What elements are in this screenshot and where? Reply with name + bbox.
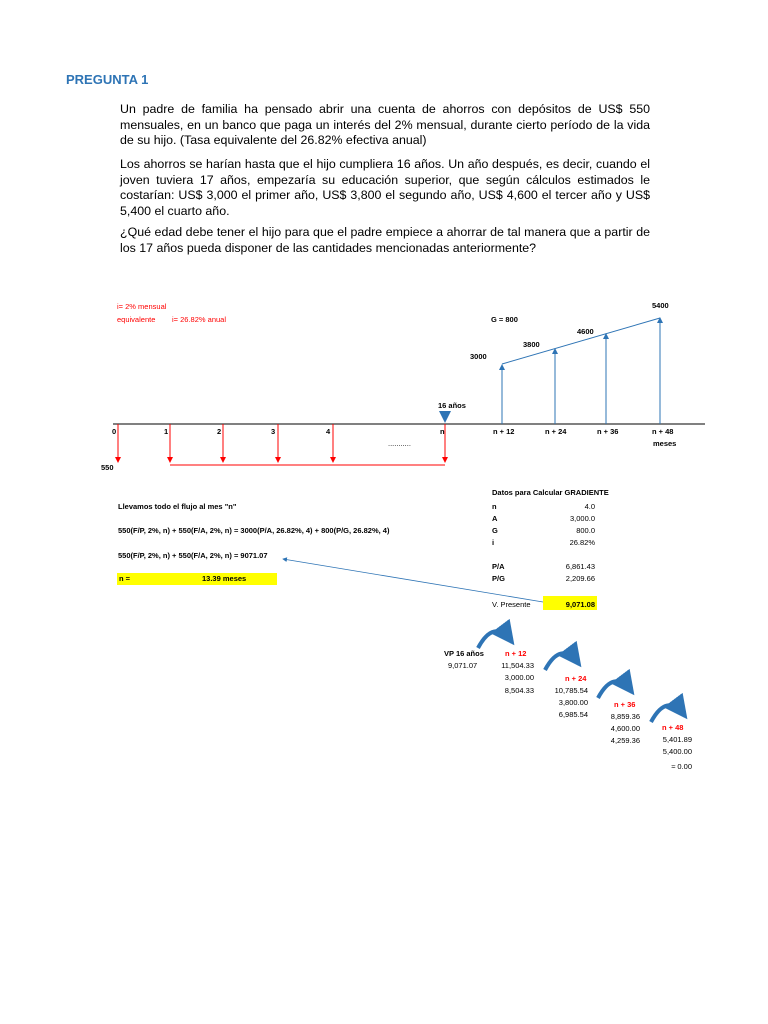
- step-4-value-b: 5,400.00: [662, 747, 692, 756]
- tick-2: 2: [217, 427, 222, 436]
- step-3-value-b: 4,600.00: [610, 724, 640, 733]
- tick-n48: n + 48: [652, 427, 674, 436]
- vp-label: VP 16 años: [444, 649, 484, 658]
- rate-annual: i= 26.82% anual: [172, 315, 227, 324]
- table-label-i: i: [492, 538, 495, 547]
- step-arrow-4: [651, 705, 685, 722]
- n-value: 13.39 meses: [202, 574, 247, 583]
- table-value-i: 26.82%: [569, 538, 595, 547]
- step-arrow-2: [545, 653, 579, 670]
- age-marker-label: 16 años: [438, 401, 466, 410]
- step-2-value-b: 3,800.00: [558, 698, 588, 707]
- table-value-a: 3,000.0: [569, 514, 595, 523]
- table-value-pg: 2,209.66: [565, 574, 595, 583]
- gradient-label: G = 800: [491, 315, 518, 324]
- step-1-value-b: 3,000.00: [504, 673, 534, 682]
- table-label-pa: P/A: [492, 562, 505, 571]
- amount-3800: 3800: [523, 340, 540, 349]
- table-label-g: G: [492, 526, 498, 535]
- n-label: n =: [119, 574, 131, 583]
- step-1-value-a: 11,504.33: [501, 661, 534, 670]
- step-4-label: n + 48: [662, 723, 684, 732]
- pv-value: 9,071.08: [565, 600, 595, 609]
- table-label-pg: P/G: [492, 574, 505, 583]
- gradient-table-title: Datos para Calcular GRADIENTE: [492, 488, 609, 497]
- step-2-label: n + 24: [565, 674, 587, 683]
- rate-equivalent-label: equivalente: [117, 315, 156, 324]
- step-arrow-3: [598, 681, 632, 698]
- paragraph-2: Los ahorros se harían hasta que el hijo cumpliera 16 años. Un año después, es decir, cuando el joven tuviera 17 años, empezaría su educación superior, que según cálculos estimados le costarían: US$ 3,000 el primer año, US$ 3,800 el segundo año, US$ 4,600 el tercer año y US$ 5,400 el cuarto año.: [120, 157, 650, 218]
- step-3-value-a: 8,859.36: [610, 712, 640, 721]
- table-label-a: A: [492, 514, 498, 523]
- vp-value: 9,071.07: [448, 661, 478, 670]
- step-1-value-c: 8,504.33: [504, 686, 534, 695]
- tick-4: 4: [326, 427, 331, 436]
- table-value-pa: 6,861.43: [565, 562, 595, 571]
- paragraph-1: Un padre de familia ha pensado abrir una cuenta de ahorros con depósitos de US$ 550 mensuales, en un banco que paga un interés del 2% mensual, durante cierto período de la vida de su hijo. (Tasa equivalente del 26.82% efectiva anual): [120, 102, 650, 147]
- step-3-value-c: 4,259.36: [610, 736, 640, 745]
- table-value-g: 800.0: [576, 526, 595, 535]
- step-3-label: n + 36: [614, 700, 636, 709]
- step-arrow-1: [478, 631, 512, 648]
- amount-3000: 3000: [470, 352, 487, 361]
- calc-eq1: 550(F/P, 2%, n) + 550(F/A, 2%, n) = 3000(P/A, 26.82%, 4) + 800(P/G, 26.82%, 4): [118, 526, 390, 535]
- months-unit: meses: [653, 439, 677, 448]
- table-label-n: n: [492, 502, 497, 511]
- tick-0: 0: [112, 427, 117, 436]
- amount-5400: 5400: [652, 301, 669, 310]
- calc-heading: Llevamos todo el flujo al mes "n": [118, 502, 237, 511]
- tick-n12: n + 12: [493, 427, 515, 436]
- amount-4600: 4600: [577, 327, 594, 336]
- table-value-n: 4.0: [584, 502, 595, 511]
- tick-n: n: [440, 427, 445, 436]
- step-4-value-a: 5,401.89: [662, 735, 692, 744]
- tick-n36: n + 36: [597, 427, 619, 436]
- calc-eq2: 550(F/P, 2%, n) + 550(F/A, 2%, n) = 9071.07: [118, 551, 268, 560]
- n-result-highlight: [117, 573, 277, 585]
- tick-1: 1: [164, 427, 169, 436]
- step-4-value-c: ≈ 0.00: [671, 762, 692, 771]
- step-2-value-a: 10,785.54: [554, 686, 588, 695]
- step-2-value-c: 6,985.54: [558, 710, 588, 719]
- pv-label: V. Presente: [492, 600, 531, 609]
- step-1-label: n + 12: [505, 649, 527, 658]
- tick-n24: n + 24: [545, 427, 567, 436]
- paragraph-3: ¿Qué edad debe tener el hijo para que el padre empiece a ahorrar de tal manera que a partir de los 17 años pueda disponer de las cantidades mencionadas anteriormente?: [120, 225, 650, 255]
- dots: ...........: [388, 439, 411, 448]
- tick-3: 3: [271, 427, 276, 436]
- rate-monthly: i= 2% mensual: [117, 302, 167, 311]
- deposit-amount: 550: [101, 463, 114, 472]
- page-title: PREGUNTA 1: [66, 72, 149, 87]
